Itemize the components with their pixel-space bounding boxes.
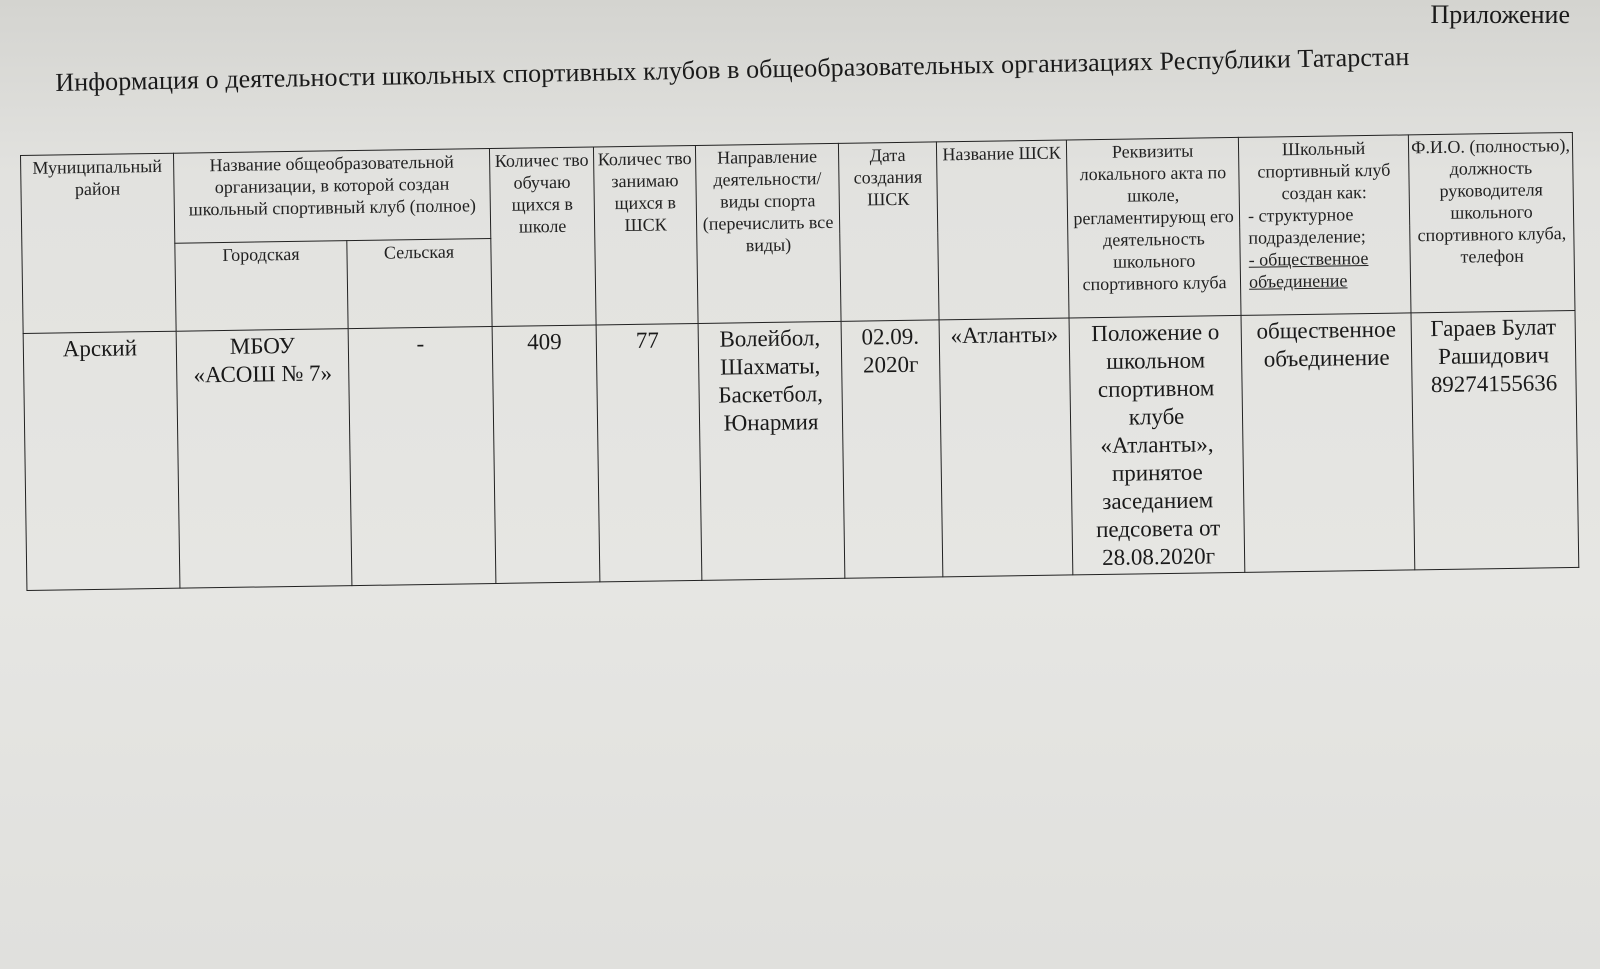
cell-district: Арский [23,331,180,591]
header-created-as-option-structural: - структурное подразделение; [1247,204,1366,248]
header-org-city: Городская [175,241,348,332]
cell-club-name: «Атланты» [939,318,1073,577]
header-students-total: Количес тво обучаю щихся в школе [489,147,596,327]
cell-org-city [176,329,352,589]
cell-date [841,320,943,579]
header-created-as-option-public: - общественное объединение [1248,247,1369,292]
table-row [23,310,1579,590]
cell-students-total: 409 [492,325,600,584]
document-title: Информация о деятельности школьных спортивных клубов в общеобразовательных организациях Республики Татарстан [55,42,1410,97]
cell-sports [698,321,845,581]
cell-local-act: Положение о школьном спортивном клубе «Атланты», принятое заседанием педсовета от 28.08.2020г [1069,315,1245,575]
sport-item: Волейбол, [719,325,821,352]
appendix-label: Приложение [1430,0,1570,29]
clubs-table-wrapper [20,132,1579,591]
header-org-name: Название общеобразовательной организации, в которой создан школьный спортивный клуб (полное) [173,149,490,244]
header-head: Ф.И.О. (полностью), должность руководителя школьного спортивного клуба, телефон [1408,132,1575,312]
head-name-line: Рашидович [1437,342,1550,370]
header-students-club: Количес тво занимаю щихся в ШСК [593,145,698,324]
head-name-line: Гараев Булат [1430,314,1557,342]
header-created-as [1238,135,1411,316]
header-club-name: Название ШСК [936,140,1069,320]
sport-item: Баскетбол, [718,381,824,408]
cell-students-club: 77 [596,323,702,582]
org-city-line: «АСОШ № 7» [193,360,333,388]
date-line: 02.09. [861,323,920,350]
header-sports: Направление деятельности/ виды спорта (перечислить все виды) [695,143,841,323]
sport-item: Шахматы, [719,353,821,380]
cell-created-as: общественное объединение [1241,313,1415,573]
header-local-act: Реквизиты локального акта по школе, регламентирующ его деятельность школьного спортивного клуба [1066,137,1241,318]
cell-head [1411,310,1579,570]
header-row [21,132,1574,245]
org-city-line: МБОУ [229,332,296,359]
header-date: Дата создания ШСК [838,142,939,321]
header-org-rural: Сельская [347,239,492,329]
date-line: 2020г [862,351,919,378]
header-created-as-intro: Школьный спортивный клуб создан как: [1257,138,1391,204]
header-district: Муниципальный район [21,153,177,333]
cell-org-rural: - [348,327,496,587]
head-phone: 89274155636 [1430,370,1558,398]
sport-item: Юнармия [723,409,819,436]
clubs-table [20,132,1579,591]
